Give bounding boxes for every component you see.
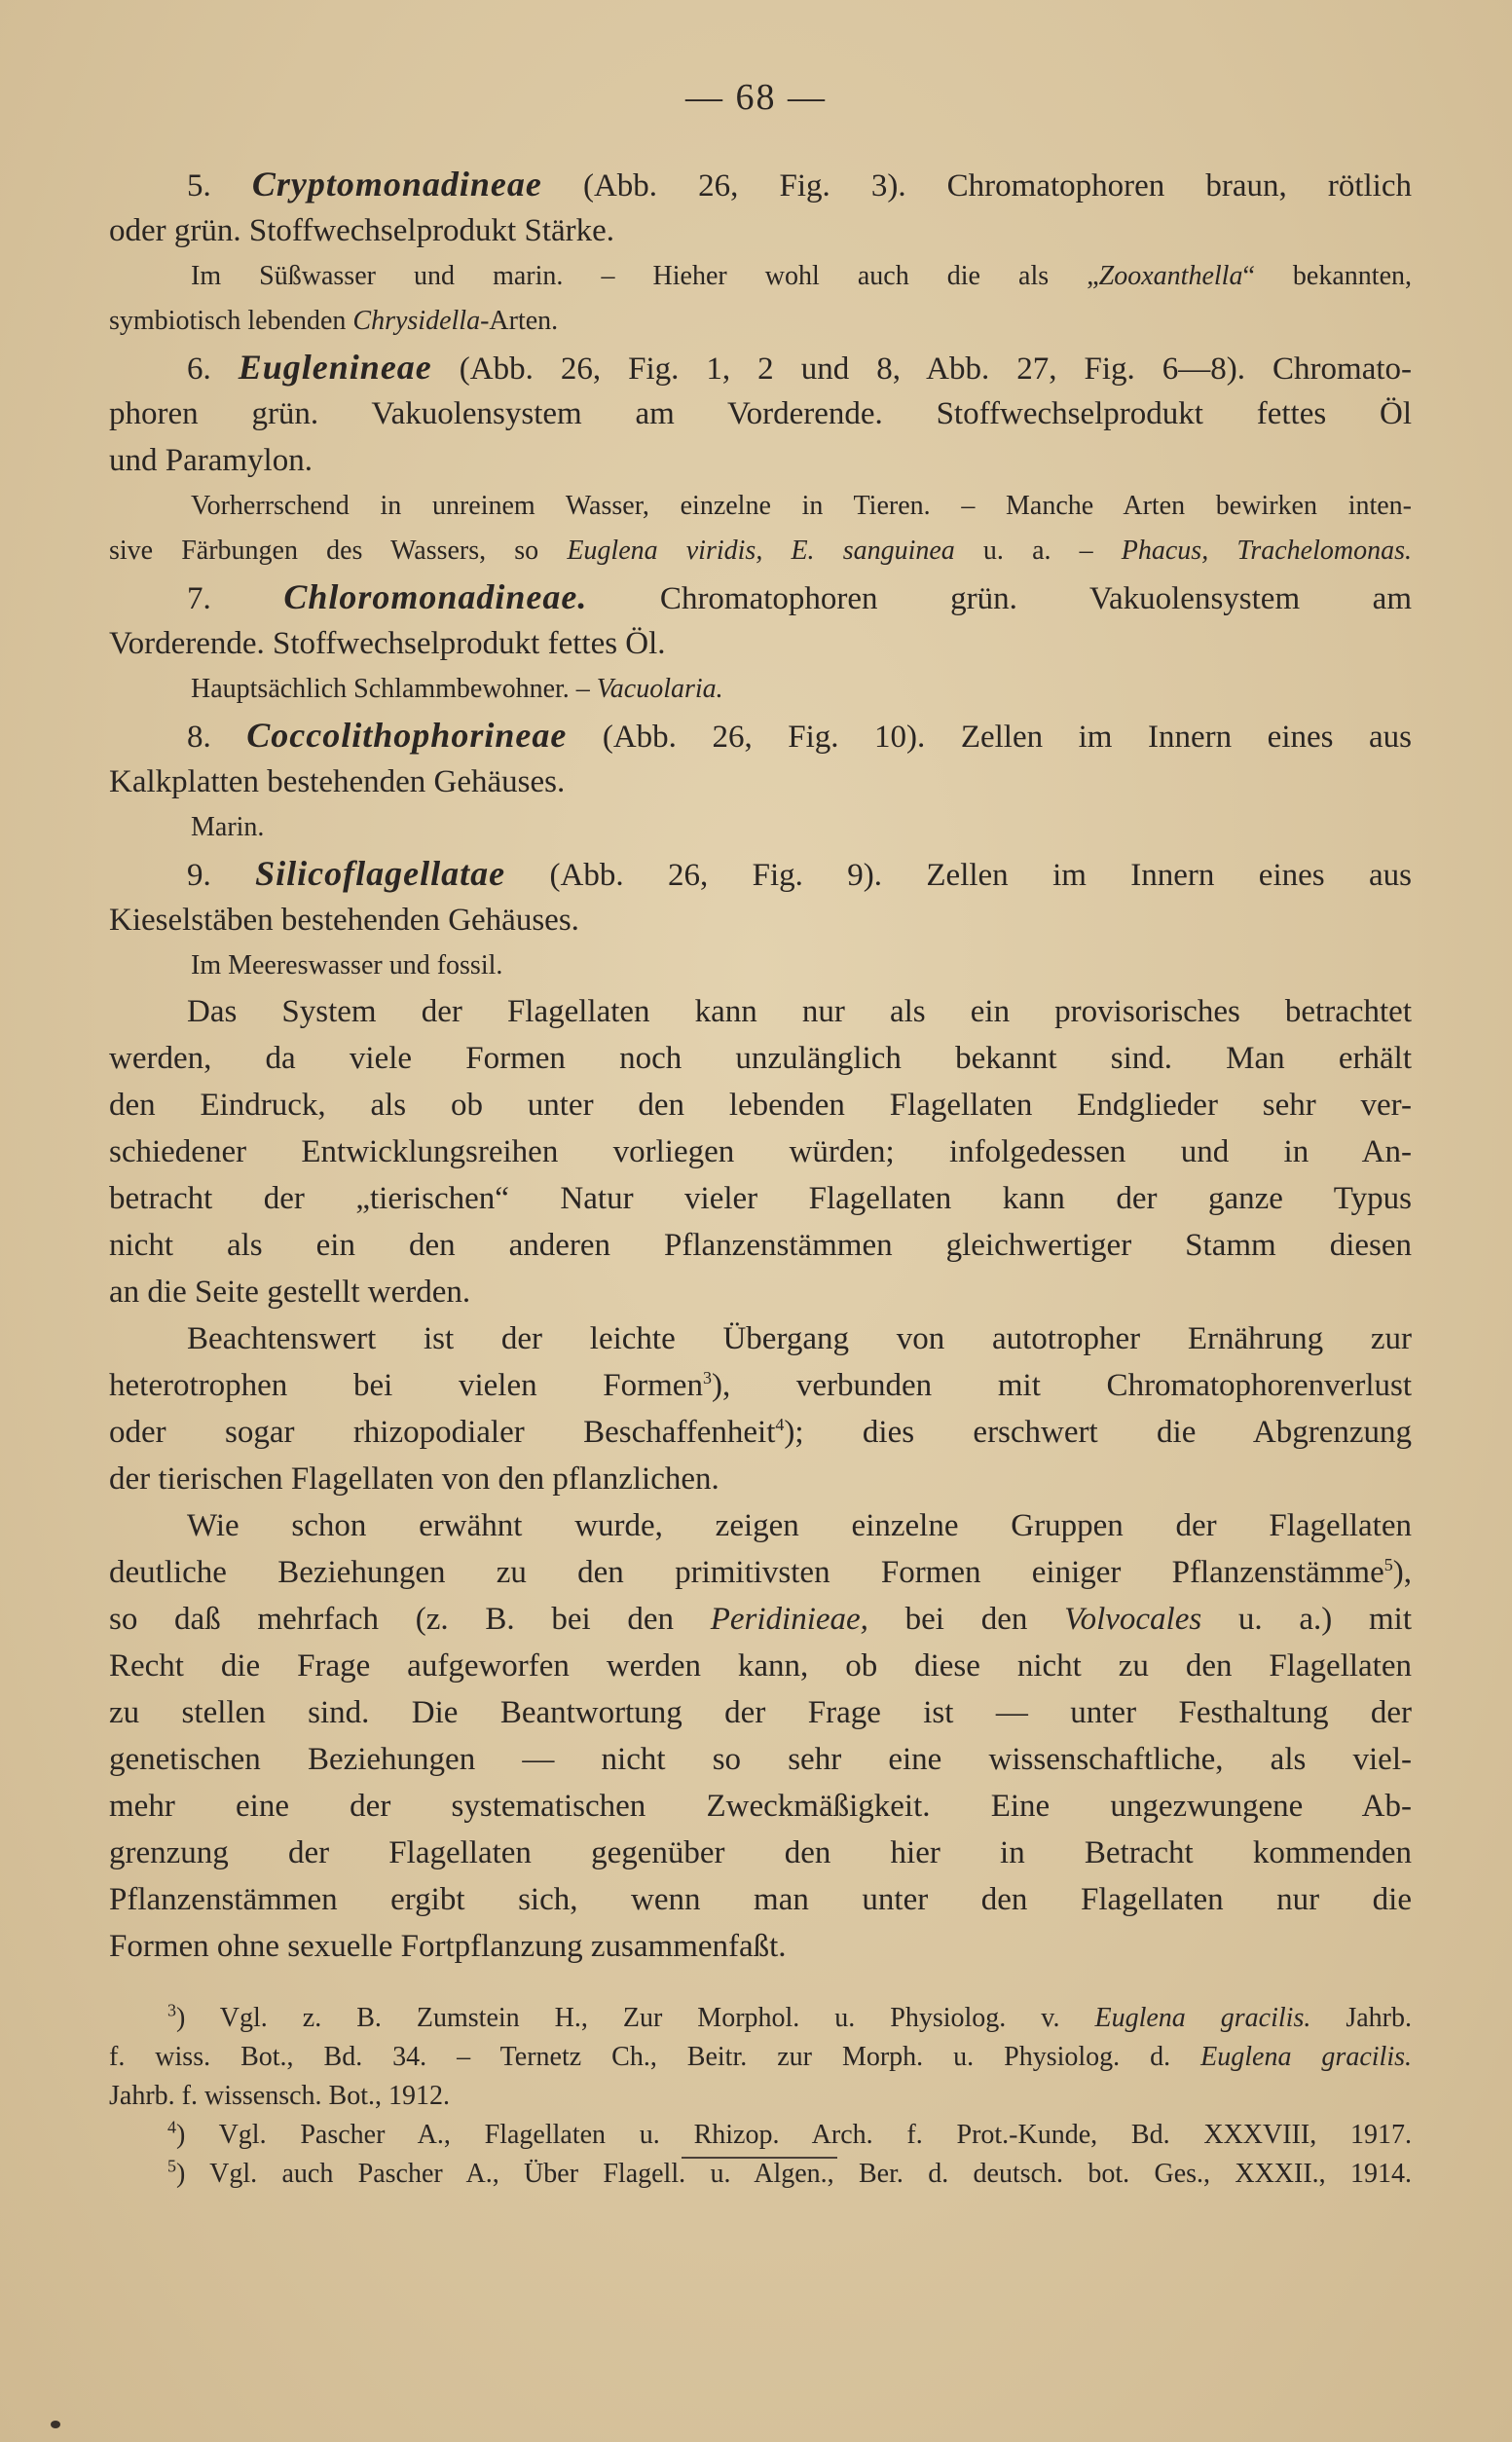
page-number: — 68 — (685, 77, 827, 118)
text-run: symbiotisch lebenden (109, 306, 353, 336)
text-line (109, 1456, 1412, 1502)
text-run: mehr eine der systematischen Zweckmäßigkeit. Eine ungezwungene Ab- (109, 1789, 1412, 1824)
text-line (109, 1830, 1412, 1876)
text-line (109, 1783, 1412, 1830)
text-line (109, 1502, 1412, 1549)
main-text (109, 161, 1412, 1970)
end-rule (682, 2157, 837, 2159)
text-line (109, 1923, 1412, 1970)
text-run: 6. (187, 352, 239, 387)
text-line (109, 850, 1412, 897)
text-line (109, 390, 1412, 437)
text-run: grenzung der Flagellaten gegenüber den hier in Betracht kommenden (109, 1835, 1412, 1870)
footnote-line (109, 2155, 1412, 2194)
text-run: bei den (867, 1602, 1065, 1637)
text-line (109, 529, 1412, 574)
text-run: (Abb. 26, Fig. 1, 2 und 8, Abb. 27, Fig. 6—8). Chromato- (431, 352, 1412, 387)
text-run: und Paramylon. (109, 443, 313, 478)
text-line (109, 1128, 1412, 1175)
text-run: sive Färbungen des Wassers, so (109, 536, 568, 566)
text-run: oder sogar rhizopodialer Beschaffenheit (109, 1415, 776, 1450)
text-run: phoren grün. Vakuolensystem am Vorderende. Stoffwechselprodukt fettes Öl (109, 396, 1412, 431)
paper-speck (51, 2421, 60, 2428)
italic-name: Euglena gracilis. (1094, 2003, 1311, 2033)
text-line (109, 805, 1412, 850)
body-text (109, 161, 1412, 2194)
text-run: Kalkplatten bestehenden Gehäuses. (109, 764, 566, 799)
footnote-line (109, 2077, 1412, 2116)
text-line (109, 667, 1412, 712)
text-line (109, 1362, 1412, 1409)
footnote-marker: 3 (702, 1368, 712, 1388)
text-run: Pflanzenstämmen ergibt sich, wenn man unter den Flagellaten nur die (109, 1882, 1412, 1917)
footnote-line (109, 2116, 1412, 2155)
text-run: an die Seite gestellt werden. (109, 1275, 471, 1310)
text-run: -Arten. (480, 306, 559, 336)
text-line (109, 897, 1412, 944)
text-line (109, 1689, 1412, 1736)
text-line (109, 758, 1412, 805)
text-run: Kieselstäben bestehenden Gehäuses. (109, 903, 579, 938)
text-run: Jahrb. (1310, 2003, 1412, 2033)
text-line (109, 1315, 1412, 1362)
text-run: Im Meereswasser und fossil. (191, 950, 503, 980)
group-name: Silicoflagellatae (255, 854, 506, 893)
text-run: Wie schon erwähnt wurde, zeigen einzelne Gruppen der Flagellaten (187, 1508, 1412, 1543)
text-run: ) Vgl. z. B. Zumstein H., Zur Morphol. u. Physiolog. v. (176, 2003, 1095, 2033)
footnote-marker: 4 (775, 1415, 785, 1434)
italic-name: Chrysidella (352, 306, 481, 336)
text-line (109, 574, 1412, 620)
text-run: (Abb. 26, Fig. 9). Zellen im Innern eines aus (505, 858, 1412, 893)
text-line (109, 712, 1412, 758)
text-run: der tierischen Flagellaten von den pflanzlichen. (109, 1462, 719, 1497)
text-line (109, 161, 1412, 207)
footnote-line (109, 1999, 1412, 2038)
text-run: Recht die Frage aufgeworfen werden kann, ob diese nicht zu den Flagellaten (109, 1648, 1412, 1684)
text-line (109, 1269, 1412, 1315)
text-run: genetischen Beziehungen — nicht so sehr eine wissenschaftliche, als viel- (109, 1742, 1412, 1777)
text-run: ), verbunden mit Chromatophorenverlust (711, 1368, 1412, 1403)
text-run: ), (1392, 1555, 1412, 1590)
footnote-line (109, 2038, 1412, 2077)
text-line (109, 1082, 1412, 1128)
text-run: Vorherrschend in unreinem Wasser, einzelne in Tieren. – Manche Arten bewirken inten- (191, 491, 1412, 521)
text-line (109, 1736, 1412, 1783)
text-run: 9. (187, 858, 256, 893)
text-line (109, 1876, 1412, 1923)
text-run: Marin. (191, 812, 265, 842)
text-run: 8. (187, 720, 247, 755)
footnote-marker: 3 (167, 2000, 176, 2020)
italic-name: Vacuolaria. (596, 674, 723, 704)
text-line (109, 1549, 1412, 1596)
text-line (109, 944, 1412, 988)
text-run: schiedener Entwicklungsreihen vorliegen würden; infolgedessen und in An- (109, 1134, 1412, 1169)
text-run: f. wiss. Bot., Bd. 34. – Ternetz Ch., Beitr. zur Morph. u. Physiolog. d. (109, 2042, 1201, 2072)
text-run: Beachtenswert ist der leichte Übergang von autotropher Ernährung zur (187, 1321, 1412, 1356)
group-name: Euglenineae (238, 348, 432, 387)
italic-name: Peridinieae, (710, 1602, 868, 1637)
italic-name: Euglena gracilis. (1200, 2042, 1412, 2072)
text-run: “ bekannten, (1242, 261, 1412, 291)
footnote-marker: 4 (167, 2117, 176, 2137)
text-line (109, 484, 1412, 529)
text-line (109, 1175, 1412, 1222)
text-run: Das System der Flagellaten kann nur als ein provisorisches betrachtet (187, 994, 1412, 1029)
text-run: Im Süßwasser und marin. – Hieher wohl auch die als „ (191, 261, 1099, 291)
text-run: u. a. – (954, 536, 1122, 566)
footnote-marker: 5 (167, 2156, 176, 2176)
text-run: werden, da viele Formen noch unzulänglich bekannt sind. Man erhält (109, 1041, 1412, 1076)
text-run: (Abb. 26, Fig. 10). Zellen im Innern eines aus (567, 720, 1412, 755)
text-line (109, 988, 1412, 1035)
text-run: betracht der „tierischen“ Natur vieler Flagellaten kann der ganze Typus (109, 1181, 1412, 1216)
text-run: Chromatophoren grün. Vakuolensystem am (587, 581, 1412, 616)
text-run: nicht als ein den anderen Pflanzenstämmen gleichwertiger Stamm diesen (109, 1228, 1412, 1263)
text-run: 5. (187, 168, 252, 204)
text-run: ) Vgl. Pascher A., Flagellaten u. Rhizop. Arch. f. Prot.-Kunde, Bd. XXXVIII, 1917. (176, 2120, 1412, 2150)
text-run: ) Vgl. auch Pascher A., Über Flagell. u. Algen., Ber. d. deutsch. bot. Ges., XXXII., 1914. (176, 2159, 1412, 2189)
text-run: ); dies erschwert die Abgrenzung (784, 1415, 1412, 1450)
text-line (109, 207, 1412, 254)
text-run: so daß mehrfach (z. B. bei den (109, 1602, 711, 1637)
text-run: den Eindruck, als ob unter den lebenden Flagellaten Endglieder sehr ver- (109, 1088, 1412, 1123)
italic-name: Euglena viridis, E. sanguinea (567, 536, 955, 566)
text-run: (Abb. 26, Fig. 3). Chromatophoren braun, rötlich (541, 168, 1412, 204)
text-run: heterotrophen bei vielen Formen (109, 1368, 703, 1403)
text-run: u. a.) mit (1201, 1602, 1412, 1637)
text-line (109, 1409, 1412, 1456)
text-run: deutliche Beziehungen zu den primitivsten Formen einiger Pflanzenstämme (109, 1555, 1384, 1590)
text-line (109, 1643, 1412, 1689)
text-run: oder grün. Stoffwechselprodukt Stärke. (109, 213, 615, 248)
text-line (109, 620, 1412, 667)
text-line (109, 254, 1412, 299)
text-run: Formen ohne sexuelle Fortpflanzung zusammenfaßt. (109, 1929, 787, 1964)
italic-name: Phacus, Trachelomonas. (1121, 536, 1412, 566)
text-line (109, 344, 1412, 390)
text-line (109, 437, 1412, 484)
group-name: Chloromonadineae. (283, 577, 588, 616)
text-run: Jahrb. f. wissensch. Bot., 1912. (109, 2081, 450, 2111)
footnotes (109, 1999, 1412, 2194)
italic-name: Volvocales (1064, 1602, 1202, 1637)
text-run: Vorderende. Stoffwechselprodukt fettes Öl. (109, 626, 666, 661)
italic-name: Zooxanthella (1098, 261, 1243, 291)
text-run: Hauptsächlich Schlammbewohner. – (191, 674, 597, 704)
text-line (109, 1035, 1412, 1082)
text-line (109, 299, 1412, 344)
text-run: 7. (187, 581, 284, 616)
text-line (109, 1596, 1412, 1643)
text-run: zu stellen sind. Die Beantwortung der Frage ist — unter Festhaltung der (109, 1695, 1412, 1730)
group-name: Cryptomonadineae (251, 165, 542, 204)
text-line (109, 1222, 1412, 1269)
group-name: Coccolithophorineae (246, 716, 568, 755)
footnote-marker: 5 (1383, 1555, 1393, 1574)
